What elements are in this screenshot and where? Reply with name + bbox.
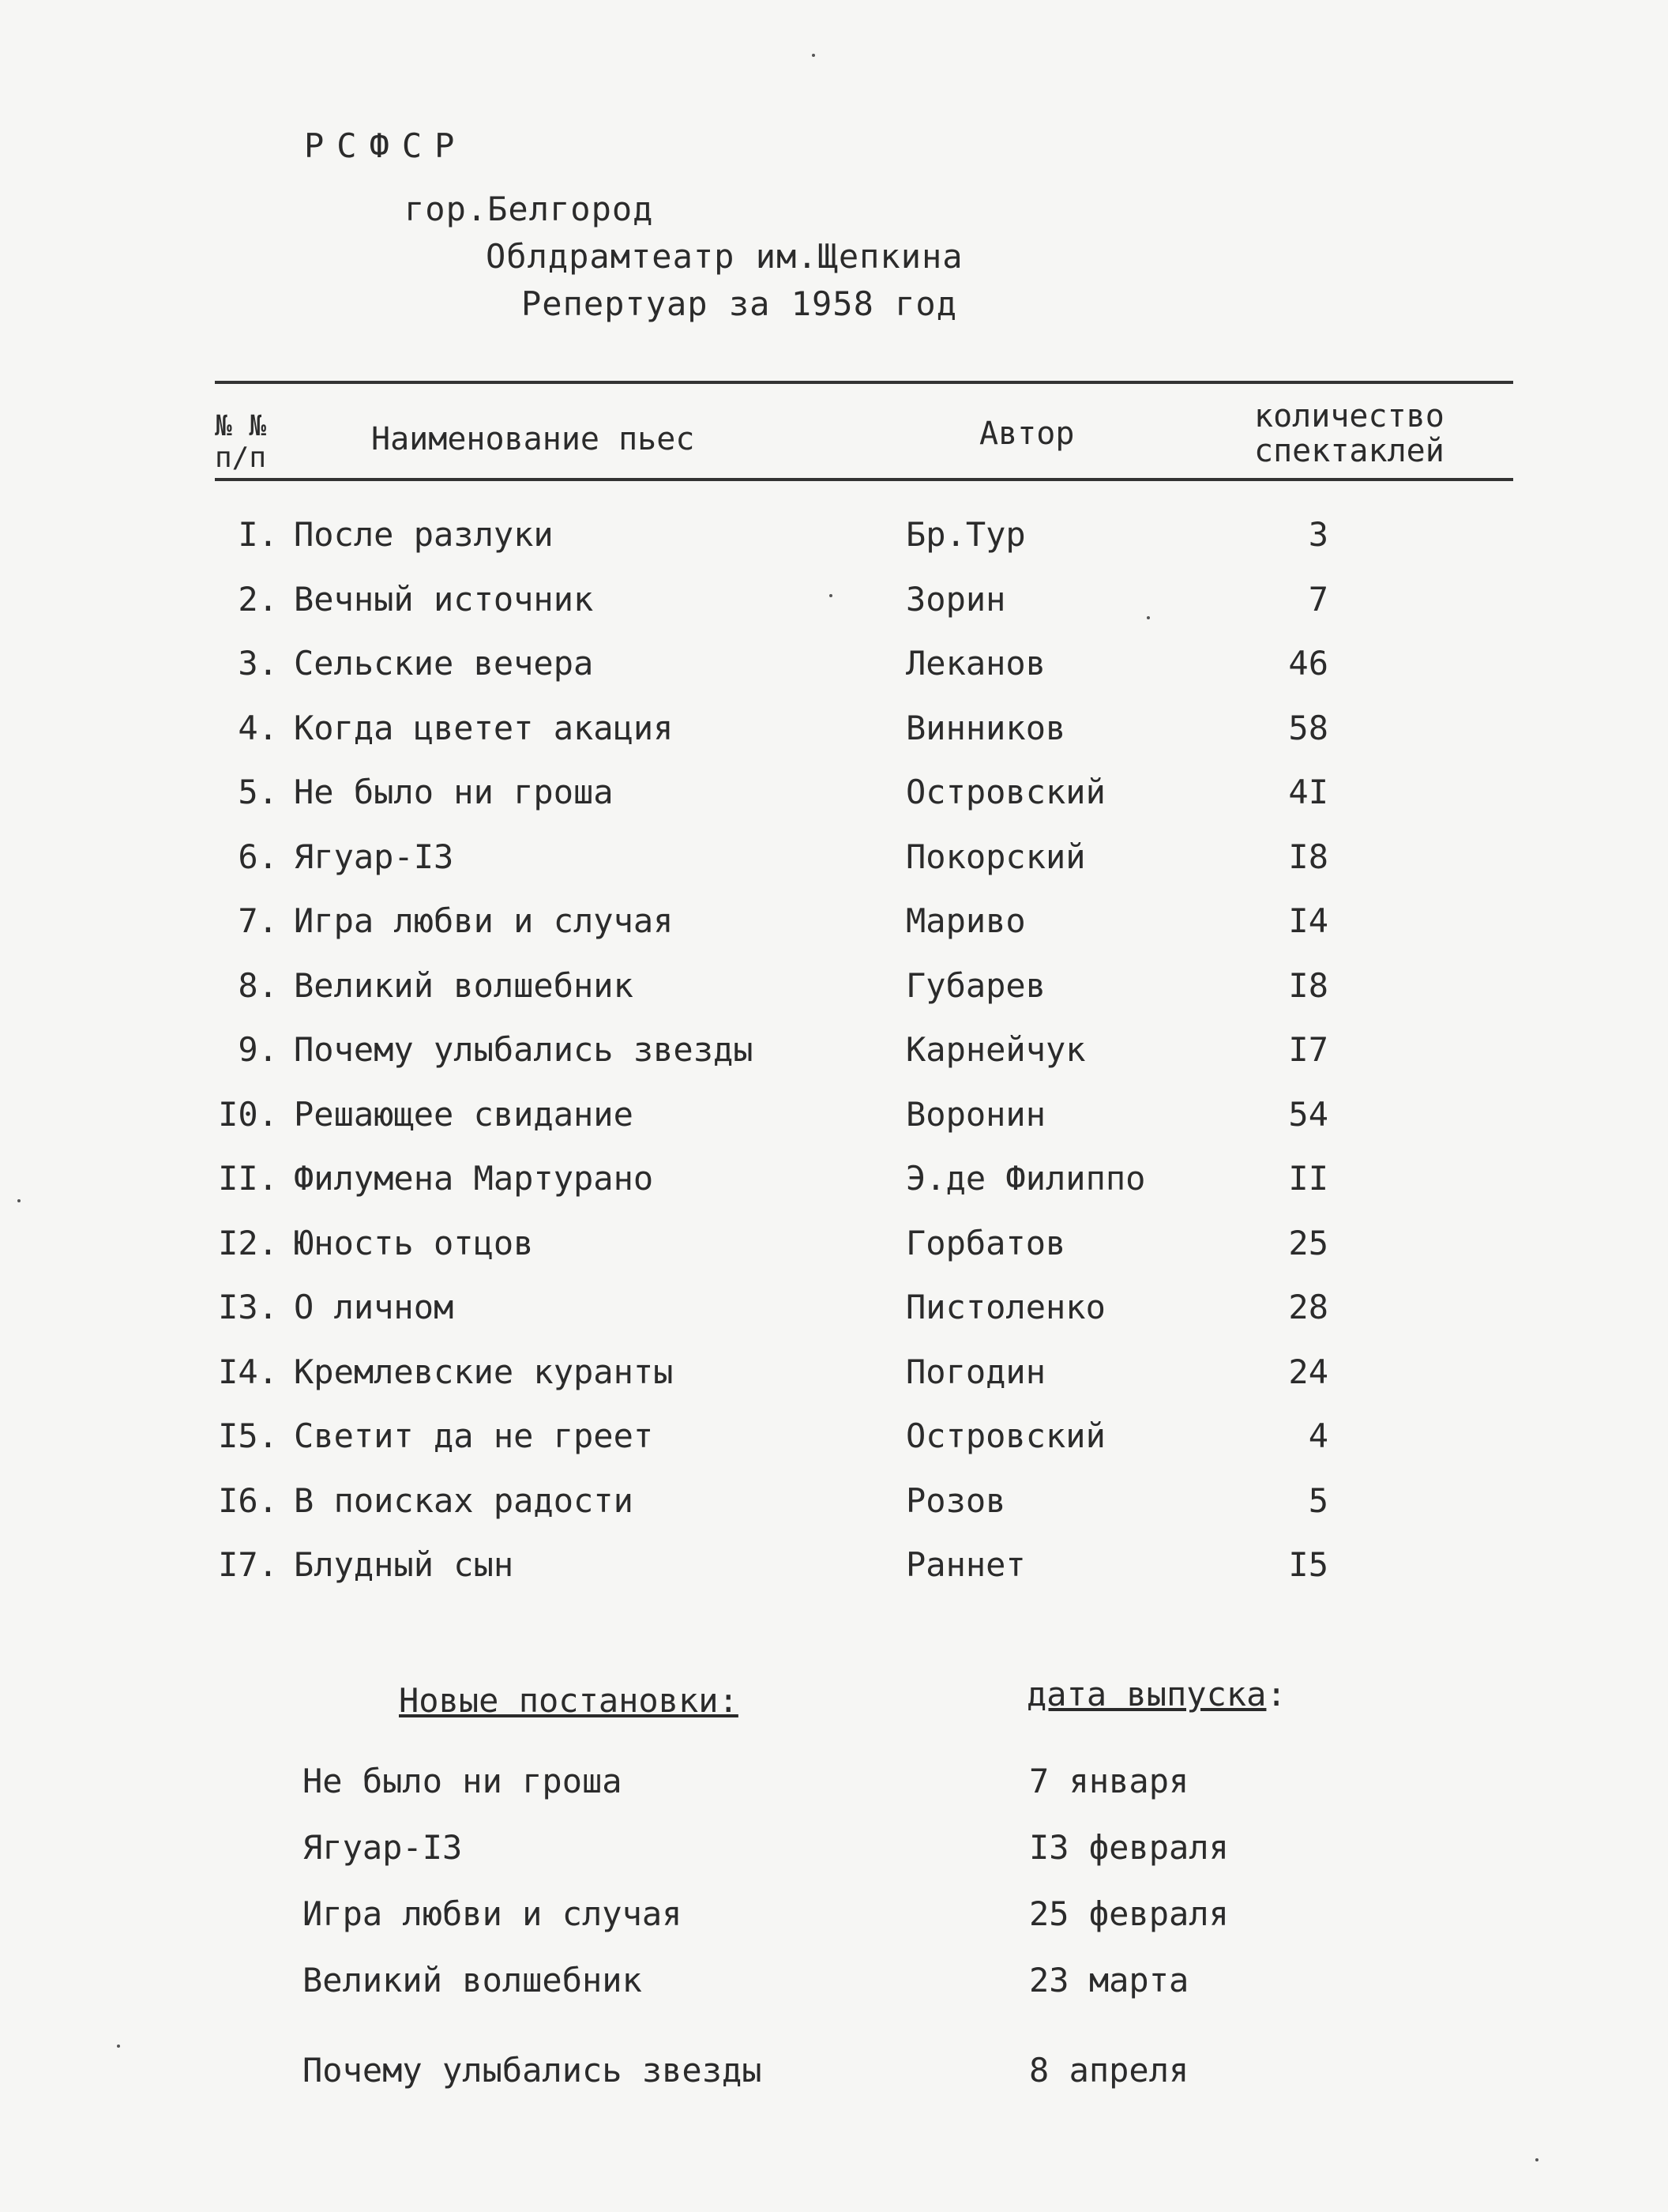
play-author: Розов [906,1480,1006,1520]
row-number: 8. [238,965,278,1005]
new-production-title: Ягуар-I3 [302,1828,463,1867]
performance-count: II [1288,1159,1328,1198]
play-author: Пистоленко [906,1288,1106,1326]
performance-count: 7 [1308,579,1328,619]
play-author: Воронин [906,1094,1046,1134]
performance-count: 58 [1288,708,1328,747]
play-author: Винников [906,708,1066,747]
play-title: Когда цветет акация [294,708,674,747]
performance-count: 28 [1288,1288,1328,1326]
row-number: I2. [218,1223,278,1262]
performance-count: I8 [1288,837,1328,876]
performance-count: I7 [1288,1030,1328,1069]
play-title: Не было ни гроша [294,773,614,811]
performance-count: 4I [1288,773,1328,811]
paper-speck [117,2045,120,2048]
table-row [215,1149,1399,1214]
paper-speck [829,594,832,597]
play-title: О личном [294,1288,454,1326]
row-number: I4. [218,1352,278,1391]
release-date: I3 февраля [1029,1828,1229,1867]
table-row [215,1343,1399,1408]
list-item [302,2043,1329,2109]
paper-speck [1535,2158,1538,2161]
new-productions-heading: Новые постановки: [399,1681,738,1720]
column-header-count [1254,399,1444,468]
column-header-number-line2: п/п [215,442,267,474]
play-author: Погодин [906,1352,1046,1391]
play-author: Э.де Филиппо [906,1159,1146,1198]
table-row [215,1472,1399,1537]
table-header-rule [215,478,1513,481]
table-row [215,763,1399,828]
play-title: После разлуки [294,515,554,554]
table-row [215,892,1399,957]
play-author: Бр.Тур [906,515,1026,554]
play-author: Карнейчук [906,1030,1086,1069]
performance-count: 3 [1308,515,1328,554]
release-date: 23 марта [1029,1961,1189,1999]
new-productions-list [302,1754,1329,2109]
table-row [215,957,1399,1021]
column-header-number-line1: № № [215,410,267,442]
play-title: Игра любви и случая [294,901,674,940]
row-number: 9. [238,1030,278,1069]
play-author: Губарев [906,965,1046,1005]
paper-speck [17,1199,21,1202]
table-row [215,634,1399,699]
list-item [302,1953,1329,2019]
play-title: Филумена Мартурано [294,1159,654,1198]
column-header-count-line2: спектаклей [1254,433,1444,469]
row-number: I5. [218,1416,278,1455]
table-row [215,1407,1399,1472]
new-production-title: Игра любви и случая [302,1894,682,1933]
performance-count: I8 [1288,965,1328,1005]
play-title: Решающее свидание [294,1094,633,1134]
row-number: I. [238,515,278,554]
play-title: В поисках радости [294,1480,633,1520]
column-header-title: Наименование пьес [371,421,695,457]
new-production-title: Великий волшебник [302,1961,642,1999]
play-author: Раннет [906,1545,1026,1584]
play-author: Островский [906,773,1106,811]
table-row [215,1278,1399,1343]
release-date-heading-text: дата выпуска [1027,1675,1267,1714]
play-title: Блудный сын [294,1545,514,1584]
paper-speck [812,54,815,57]
play-title: Ягуар-I3 [294,837,454,876]
table-row [215,570,1399,635]
paper-speck [1147,616,1150,619]
performance-count: 46 [1288,644,1328,683]
performance-count: 4 [1308,1416,1328,1455]
performance-count: 24 [1288,1352,1328,1391]
column-header-author: Автор [979,416,1075,452]
play-title: Сельские вечера [294,644,594,683]
header-repertoire-title: Репертуар за 1958 год [521,284,958,323]
row-number: 7. [238,901,278,940]
play-title: Юность отцов [294,1223,534,1262]
row-number: 3. [238,644,278,683]
play-author: Покорский [906,837,1086,876]
release-date: 7 января [1029,1762,1189,1800]
release-date: 8 апреля [1029,2051,1189,2090]
play-author: Зорин [906,579,1006,619]
table-row [215,1021,1399,1085]
new-production-title: Не было ни гроша [302,1762,622,1800]
release-date: 25 февраля [1029,1894,1229,1933]
play-title: Кремлевские куранты [294,1352,674,1391]
table-row [215,699,1399,764]
row-number: I6. [218,1480,278,1520]
performance-count: 54 [1288,1094,1328,1134]
row-number: 5. [238,773,278,811]
row-number: II. [218,1159,278,1198]
row-number: 4. [238,708,278,747]
table-top-rule [215,381,1513,384]
table-row [215,1536,1399,1601]
play-author: Островский [906,1416,1106,1455]
release-date-heading-colon: : [1266,1675,1287,1714]
row-number: I3. [218,1288,278,1326]
play-author: Мариво [906,901,1026,940]
performance-count: 25 [1288,1223,1328,1262]
row-number: I7. [218,1545,278,1584]
header-city: гор.Белгород [404,190,654,228]
row-number: 2. [238,579,278,619]
list-item [302,1820,1329,1887]
play-title: Светит да не греет [294,1416,654,1455]
column-header-number [215,411,266,474]
table-row [215,1085,1399,1150]
play-title: Великий волшебник [294,965,633,1005]
header-country: РСФСР [304,126,468,165]
column-header-count-line1: количество [1254,398,1444,434]
repertoire-table [215,506,1399,1601]
table-row [215,828,1399,893]
list-item [302,1887,1329,1953]
performance-count: I4 [1288,901,1328,940]
performance-count: I5 [1288,1545,1328,1584]
release-date-heading [1027,1675,1287,1714]
play-title: Вечный источник [294,579,594,619]
row-number: I0. [218,1094,278,1134]
list-item [302,1754,1329,1820]
header-theatre: Облдрамтеатр им.Щепкина [486,237,964,276]
performance-count: 5 [1308,1480,1328,1520]
row-number: 6. [238,837,278,876]
play-author: Горбатов [906,1223,1066,1262]
table-row [215,506,1399,570]
play-author: Леканов [906,644,1046,683]
table-row [215,1214,1399,1279]
play-title: Почему улыбались звезды [294,1030,753,1069]
new-production-title: Почему улыбались звезды [302,2051,762,2090]
